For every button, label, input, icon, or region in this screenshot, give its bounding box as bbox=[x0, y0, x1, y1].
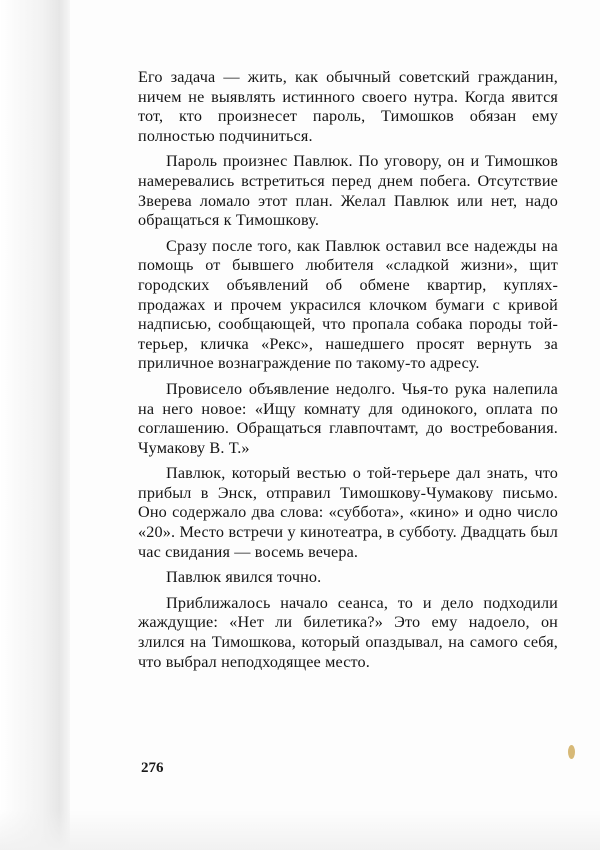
paragraph-5: Павлюк, который вестью о той-терьере дал знать, что прибыл в Энск, отправил Тимошкову-Чумакову письмо. Оно содержало два слова: «суббота», «кино» и одно число «20». Место встречи у кинотеатра, в субботу. Двадцать был час свидания — восемь вечера. bbox=[138, 464, 558, 561]
page-bottom-shade bbox=[0, 810, 600, 850]
ink-stain bbox=[568, 745, 575, 759]
paragraph-3: Сразу после того, как Павлюк оставил все надежды на помощь от бывшего любителя «сладкой жизни», щит городских объявлений об обмене квартир, куплях-продажах и прочем украсился клочком бумаги с кривой надписью, сообщающей, что пропала собака породы той-терьер, кличка «Рекс», нашедшего просят вернуть за приличное вознаграждение по такому-то адресу. bbox=[138, 236, 558, 373]
paragraph-7: Приближалось начало сеанса, то и дело подходили жаждущие: «Нет ли билетика?» Это ему надоело, он злился на Тимошкова, который опаздывал, на самого себя, что выбрал неподходящее место. bbox=[138, 593, 558, 671]
paragraph-4: Провисело объявление недолго. Чья-то рука налепила на него новое: «Ищу комнату для одинокого, оплата по соглашению. Обращаться главпочтамт, до востребования. Чумакову В. Т.» bbox=[138, 379, 558, 457]
paragraph-6: Павлюк явился точно. bbox=[166, 568, 322, 587]
paragraph-2: Пароль произнес Павлюк. По уговору, он и Тимошков намеревались встретиться перед днем побега. Отсутствие Зверева ломало этот план. Желал Павлюк или нет, надо обращаться к Тимошкову. bbox=[138, 152, 558, 230]
page-gutter-shadow bbox=[0, 0, 70, 850]
paragraph-1: Его задача — жить, как обычный советский гражданин, ничем не выявлять истинного своего нутра. Когда явится тот, кто произнесет пароль, Тимошков обязан ему полностью подчиниться. bbox=[138, 68, 558, 145]
page-text bbox=[138, 68, 558, 678]
page-number: 276 bbox=[141, 760, 164, 776]
